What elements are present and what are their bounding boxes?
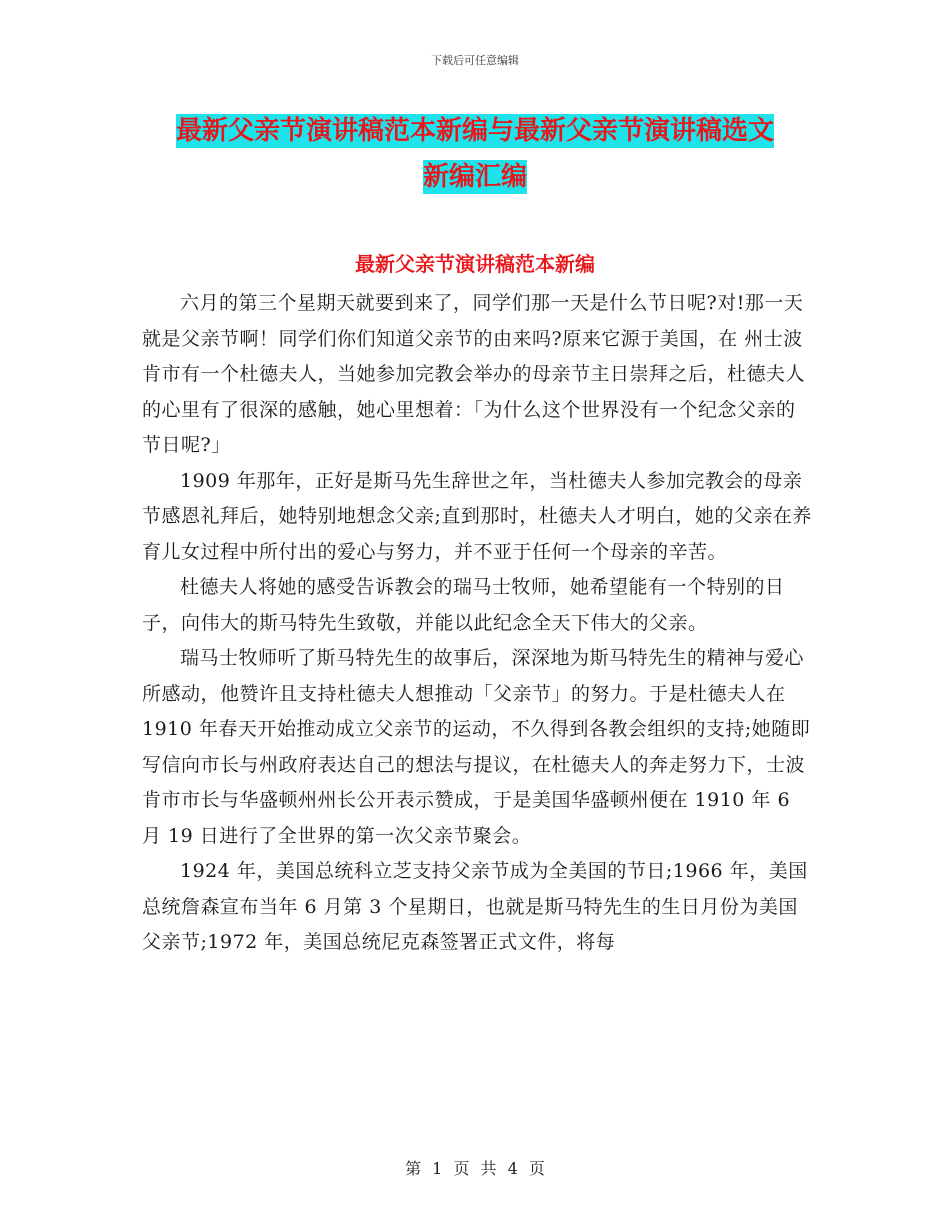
document-body	[142, 286, 814, 961]
header-note: 下载后可任意编辑	[431, 54, 519, 67]
paragraph: 杜德夫人将她的感受告诉教会的瑞马士牧师，她希望能有一个特别的日子，向伟大的斯马特先生致敬，并能以此纪念全天下伟大的父亲。	[142, 576, 785, 634]
document-title	[140, 108, 810, 200]
section-title: 最新父亲节演讲稿范本新编	[355, 252, 595, 276]
paragraph: 六月的第三个星期天就要到来了，同学们那一天是什么节日呢?对!那一天就是父亲节啊！同学们你们知道父亲节的由来吗?原来它源于美国，在 州士波肯市有一个杜德夫人，当她参加完教会举办的母亲节主日崇拜之后，杜德夫人的心里有了很深的感触，她心里想着：「为什么这个世界没有一个纪念父亲的节日呢?」	[142, 292, 806, 456]
page-number: 第 1 页 共 4 页	[405, 1159, 545, 1178]
title-line-2: 新编汇编	[422, 162, 527, 192]
title-line-1: 最新父亲节演讲稿范本新编与最新父亲节演讲稿选文	[175, 116, 774, 146]
paragraph: 1924 年，美国总统科立芝支持父亲节成为全美国的节日;1966 年，美国总统詹森宣布当年 6 月第 3 个星期日，也就是斯马特先生的生日月份为美国父亲节;1972 年，美国总统尼克森签署正式文件，将每	[142, 860, 808, 953]
paragraph: 1909 年那年，正好是斯马先生辞世之年，当杜德夫人参加完教会的母亲节感恩礼拜后，她特别地想念父亲;直到那时，杜德夫人才明白，她的父亲在养育儿女过程中所付出的爱心与努力，并不亚于任何一个母亲的辛苦。	[142, 469, 812, 563]
paragraph: 瑞马士牧师听了斯马特先生的故事后，深深地为斯马特先生的精神与爱心所感动，他赞许且支持杜德夫人想推动「父亲节」的努力。于是杜德夫人在 1910 年春天开始推动成立父亲节的运动，不久得到各教会组织的支持;她随即写信向市长与州政府表达自己的想法与提议，在杜德夫人的奔走努力下，士波肯市市长与华盛顿州州长公开表示赞成，于是美国华盛顿州便在 1910 年 6 月 19 日进行了全世界的第一次父亲节聚会。	[142, 647, 811, 847]
